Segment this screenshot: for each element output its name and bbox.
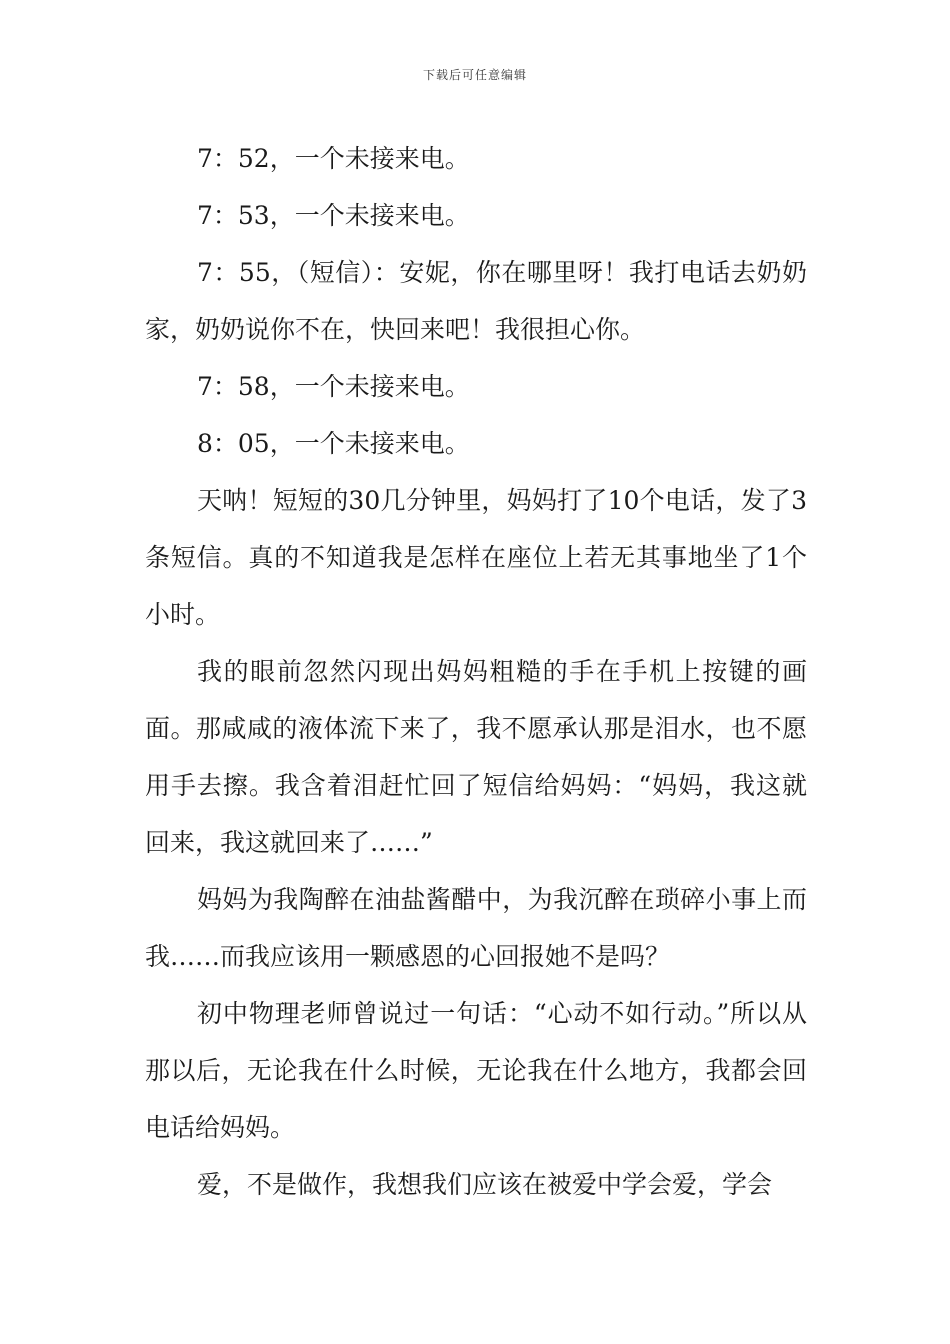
paragraph: 我的眼前忽然闪现出妈妈粗糙的手在手机上按键的画面。那咸咸的液体流下来了，我不愿承认那是泪水，也不愿用手去擦。我含着泪赶忙回了短信给妈妈：“妈妈，我这就回来，我这就回来了……”	[145, 657, 807, 857]
paragraph: 妈妈为我陶醉在油盐酱醋中，为我沉醉在琐碎小事上而我……而我应该用一颗感恩的心回报她不是吗？	[145, 885, 807, 971]
paragraph: 初中物理老师曾说过一句话：“心动不如行动。”所以从那以后，无论我在什么时候，无论我在什么地方，我都会回电话给妈妈。	[145, 999, 807, 1142]
header-note: 下载后可任意编辑	[422, 68, 527, 82]
document-body	[145, 130, 807, 1213]
paragraph: 7：52，一个未接来电。	[197, 144, 470, 173]
paragraph: 爱，不是做作，我想我们应该在被爱中学会爱，学会	[197, 1170, 773, 1199]
paragraph: 天呐！短短的30几分钟里，妈妈打了10个电话，发了3条短信。真的不知道我是怎样在座位上若无其事地坐了1个小时。	[145, 486, 807, 629]
paragraph: 7：55，（短信）：安妮，你在哪里呀！我打电话去奶奶家，奶奶说你不在，快回来吧！我很担心你。	[145, 258, 807, 344]
paragraph: 7：53，一个未接来电。	[197, 201, 470, 230]
paragraph: 8：05，一个未接来电。	[197, 429, 470, 458]
paragraph: 7：58，一个未接来电。	[197, 372, 470, 401]
